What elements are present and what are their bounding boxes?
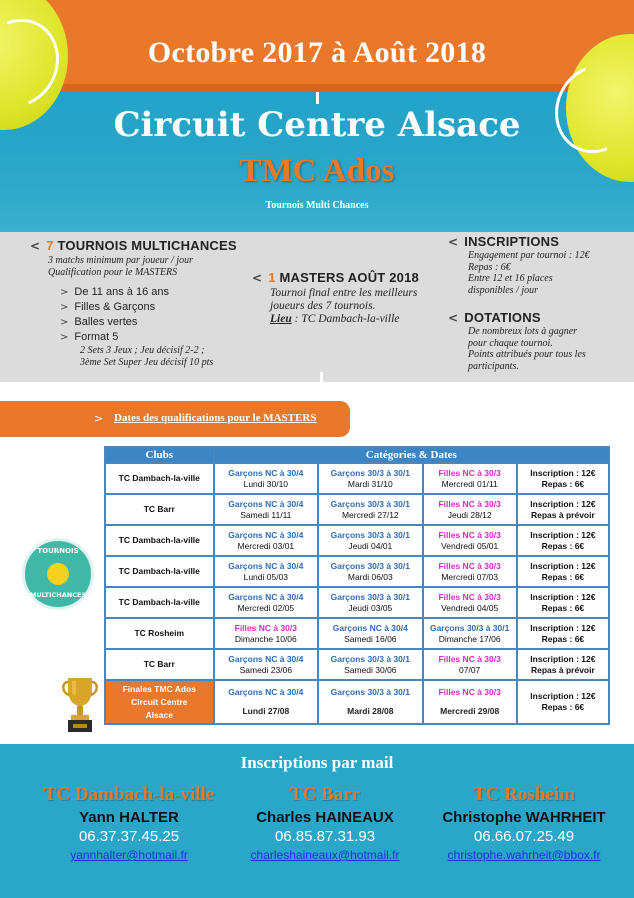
clubs-header: Clubs xyxy=(105,447,214,463)
table-row xyxy=(105,587,609,618)
badge-label: TOURNOIS xyxy=(37,547,79,555)
contact-phone: 06.85.87.31.93 xyxy=(274,828,376,845)
format-detail: 3ème Set Super Jeu décisif 10 pts xyxy=(80,356,214,368)
category-cell: Garçons 30/3 à 30/1 Samedi 30/06 xyxy=(318,649,422,680)
table-row-final xyxy=(105,680,609,724)
event-subtitle: Tournois Multi Chances xyxy=(265,200,369,211)
masters-title: MASTERS AOÛT 2018 xyxy=(279,270,419,285)
qualifications-link[interactable]: Dates des qualifications pour le MASTERS xyxy=(114,412,317,424)
category-cell: Garçons NC à 30/4 Lundi 05/03 xyxy=(214,556,318,587)
masters-desc: Tournoi final entre les meilleurs xyxy=(270,287,418,299)
contact-phone: 06.66.07.25.49 xyxy=(473,828,575,845)
qualifications-tab xyxy=(0,401,350,437)
chevron-left-icon: < xyxy=(448,311,459,325)
category-cell: Garçons 30/3 à 30/1 Mardi 31/10 xyxy=(318,463,422,494)
category-cell: Filles NC à 30/3 Vendredi 04/05 xyxy=(423,587,517,618)
category-cell: Garçons NC à 30/4 Mercredi 03/01 xyxy=(214,525,318,556)
header-banner xyxy=(0,0,634,232)
contact-name: Christophe WAHRHEIT xyxy=(442,809,606,826)
dotations-line: Points attribués pour tous les xyxy=(468,349,586,360)
tournois-block xyxy=(30,238,263,368)
circuit-title: Circuit Centre Alsace xyxy=(113,105,521,145)
format-detail: 2 Sets 3 Jeux ; Jeu décisif 2-2 ; xyxy=(80,345,205,356)
inscriptions-block xyxy=(448,234,628,296)
category-cell: Garçons 30/3 à 30/1 Mercredi 27/12 xyxy=(318,494,422,525)
list-item: > De 11 ans à 16 ans xyxy=(60,286,169,298)
chevron-left-icon: < xyxy=(30,239,41,253)
inscription-cell: Inscription : 12€ Repas : 6€ xyxy=(517,680,609,724)
inscription-cell: Inscription : 12€ Repas à prévoir xyxy=(517,494,609,525)
trophy-icon xyxy=(60,676,100,734)
category-cell: Filles NC à 30/3 Dimanche 10/06 xyxy=(214,618,318,649)
dotations-block xyxy=(448,310,628,372)
club-cell: TC Dambach-la-ville xyxy=(105,556,214,587)
inscription-cell: Inscription : 12€ Repas : 6€ xyxy=(517,556,609,587)
table-row xyxy=(105,525,609,556)
tournois-list xyxy=(60,285,260,368)
categories-header: Catégories & Dates xyxy=(214,447,609,463)
contact-club: TC Barr xyxy=(289,784,361,805)
chevron-right-icon: > xyxy=(60,317,69,328)
contact-club: TC Dambach-la-ville xyxy=(43,784,215,805)
table-row xyxy=(105,618,609,649)
category-cell: Filles NC à 30/3 07/07 xyxy=(423,649,517,680)
inscriptions-line: disponibles / jour xyxy=(468,284,539,296)
category-cell: Filles NC à 30/3 Jeudi 28/12 xyxy=(423,494,517,525)
contact-card xyxy=(22,784,236,862)
finals-club-cell: Finales TMC Ados Circuit Centre Alsace xyxy=(105,680,214,724)
category-cell: Filles NC à 30/3 Mercredi 07/03 xyxy=(423,556,517,587)
contact-phone: 06.37.37.45.25 xyxy=(78,828,180,845)
category-cell: Garçons 30/3 à 30/1 Jeudi 03/05 xyxy=(318,587,422,618)
dotations-line: pour chaque tournoi. xyxy=(468,337,553,349)
inscription-cell: Inscription : 12€ Repas : 6€ xyxy=(517,618,609,649)
dotations-line: De nombreux lots à gagner xyxy=(468,326,578,337)
table-row xyxy=(105,556,609,587)
list-item: > Format 5 xyxy=(60,331,119,343)
court-line xyxy=(320,372,323,382)
footer-contacts xyxy=(0,744,634,898)
inscriptions-line: Repas : 6€ xyxy=(468,261,511,273)
category-cell: Filles NC à 30/3 Mercredi 01/11 xyxy=(423,463,517,494)
table-row xyxy=(105,463,609,494)
chevron-right-icon: > xyxy=(60,332,69,343)
contact-name: Charles HAINEAUX xyxy=(256,809,394,826)
category-cell: Garçons 30/3 à 30/1 Mardi 06/03 xyxy=(318,556,422,587)
list-item: > Filles & Garçons xyxy=(60,301,156,313)
chevron-left-icon: < xyxy=(448,235,459,249)
period-title: Octobre 2017 à Août 2018 xyxy=(147,36,487,69)
tournois-count: 7 xyxy=(46,238,54,253)
schedule-table xyxy=(104,446,610,725)
badge-label: MULTICHANCES xyxy=(29,591,87,599)
inscription-cell: Inscription : 12€ Repas : 6€ xyxy=(517,525,609,556)
chevron-left-icon: < xyxy=(252,271,263,285)
contact-email-link[interactable]: christophe.wahrheit@bbox.fr xyxy=(447,848,601,862)
inscription-cell: Inscription : 12€ Repas : 6€ xyxy=(517,587,609,618)
table-row xyxy=(105,649,609,680)
category-cell: Filles NC à 30/3 Vendredi 05/01 xyxy=(423,525,517,556)
contact-club: TC Rosheim xyxy=(473,784,575,805)
club-cell: TC Barr xyxy=(105,494,214,525)
club-cell: TC Dambach-la-ville xyxy=(105,525,214,556)
info-section xyxy=(0,232,634,382)
category-cell: Garçons 30/3 à 30/1 Jeudi 04/01 xyxy=(318,525,422,556)
tournois-desc: 3 matchs minimum par joueur / jour xyxy=(48,255,193,266)
contact-card xyxy=(230,784,420,862)
category-cell: Garçons NC à 30/4 Mercredi 02/05 xyxy=(214,587,318,618)
tournois-multichances-badge xyxy=(22,538,94,610)
masters-count: 1 xyxy=(268,270,276,285)
category-cell: Garçons 30/3 à 30/1 Dimanche 17/06 xyxy=(423,618,517,649)
category-cell: Garçons NC à 30/4 Lundi 27/08 xyxy=(214,680,318,724)
chevron-right-icon: > xyxy=(60,302,69,313)
inscriptions-title: INSCRIPTIONS xyxy=(464,234,560,249)
masters-block xyxy=(252,270,442,326)
category-cell: Garçons NC à 30/4 Samedi 16/06 xyxy=(318,618,422,649)
inscription-cell: Inscription : 12€ Repas : 6€ xyxy=(517,463,609,494)
contact-card xyxy=(426,784,622,862)
table-row xyxy=(105,494,609,525)
category-cell: Garçons NC à 30/4 Samedi 23/06 xyxy=(214,649,318,680)
event-title: TMC Ados xyxy=(239,153,395,189)
masters-desc: joueurs des 7 tournois. xyxy=(270,300,376,312)
masters-lieu: Lieu : TC Dambach-la-ville xyxy=(270,313,400,325)
dotations-title: DOTATIONS xyxy=(464,310,541,325)
inscription-cell: Inscription : 12€ Repas à prévoir xyxy=(517,649,609,680)
club-cell: TC Rosheim xyxy=(105,618,214,649)
chevron-right-icon: > xyxy=(60,287,69,298)
dotations-line: participants. xyxy=(468,360,519,372)
club-cell: TC Dambach-la-ville xyxy=(105,463,214,494)
category-cell: Garçons NC à 30/4 Samedi 11/11 xyxy=(214,494,318,525)
footer-title: Inscriptions par mail xyxy=(240,753,394,772)
list-item: > Balles vertes xyxy=(60,316,138,328)
club-cell: TC Barr xyxy=(105,649,214,680)
contact-email-link[interactable]: yannhalter@hotmail.fr xyxy=(70,848,188,862)
inscriptions-line: Engagement par tournoi : 12€ xyxy=(468,250,590,261)
chevron-right-icon: > xyxy=(94,412,104,425)
category-cell: Garçons 30/3 à 30/1 Mardi 28/08 xyxy=(318,680,422,724)
tournois-title: TOURNOIS MULTICHANCES xyxy=(57,238,237,253)
tournois-desc: Qualification pour le MASTERS xyxy=(48,266,178,278)
category-cell: Filles NC à 30/3 Mercredi 29/08 xyxy=(423,680,517,724)
club-cell: TC Dambach-la-ville xyxy=(105,587,214,618)
inscriptions-line: Entre 12 et 16 places xyxy=(468,273,553,284)
contact-name: Yann HALTER xyxy=(79,809,179,826)
category-cell: Garçons NC à 30/4 Lundi 30/10 xyxy=(214,463,318,494)
tennis-ball-icon xyxy=(47,563,69,585)
contact-email-link[interactable]: charleshaineaux@hotmail.fr xyxy=(250,848,400,862)
court-line xyxy=(316,92,319,104)
